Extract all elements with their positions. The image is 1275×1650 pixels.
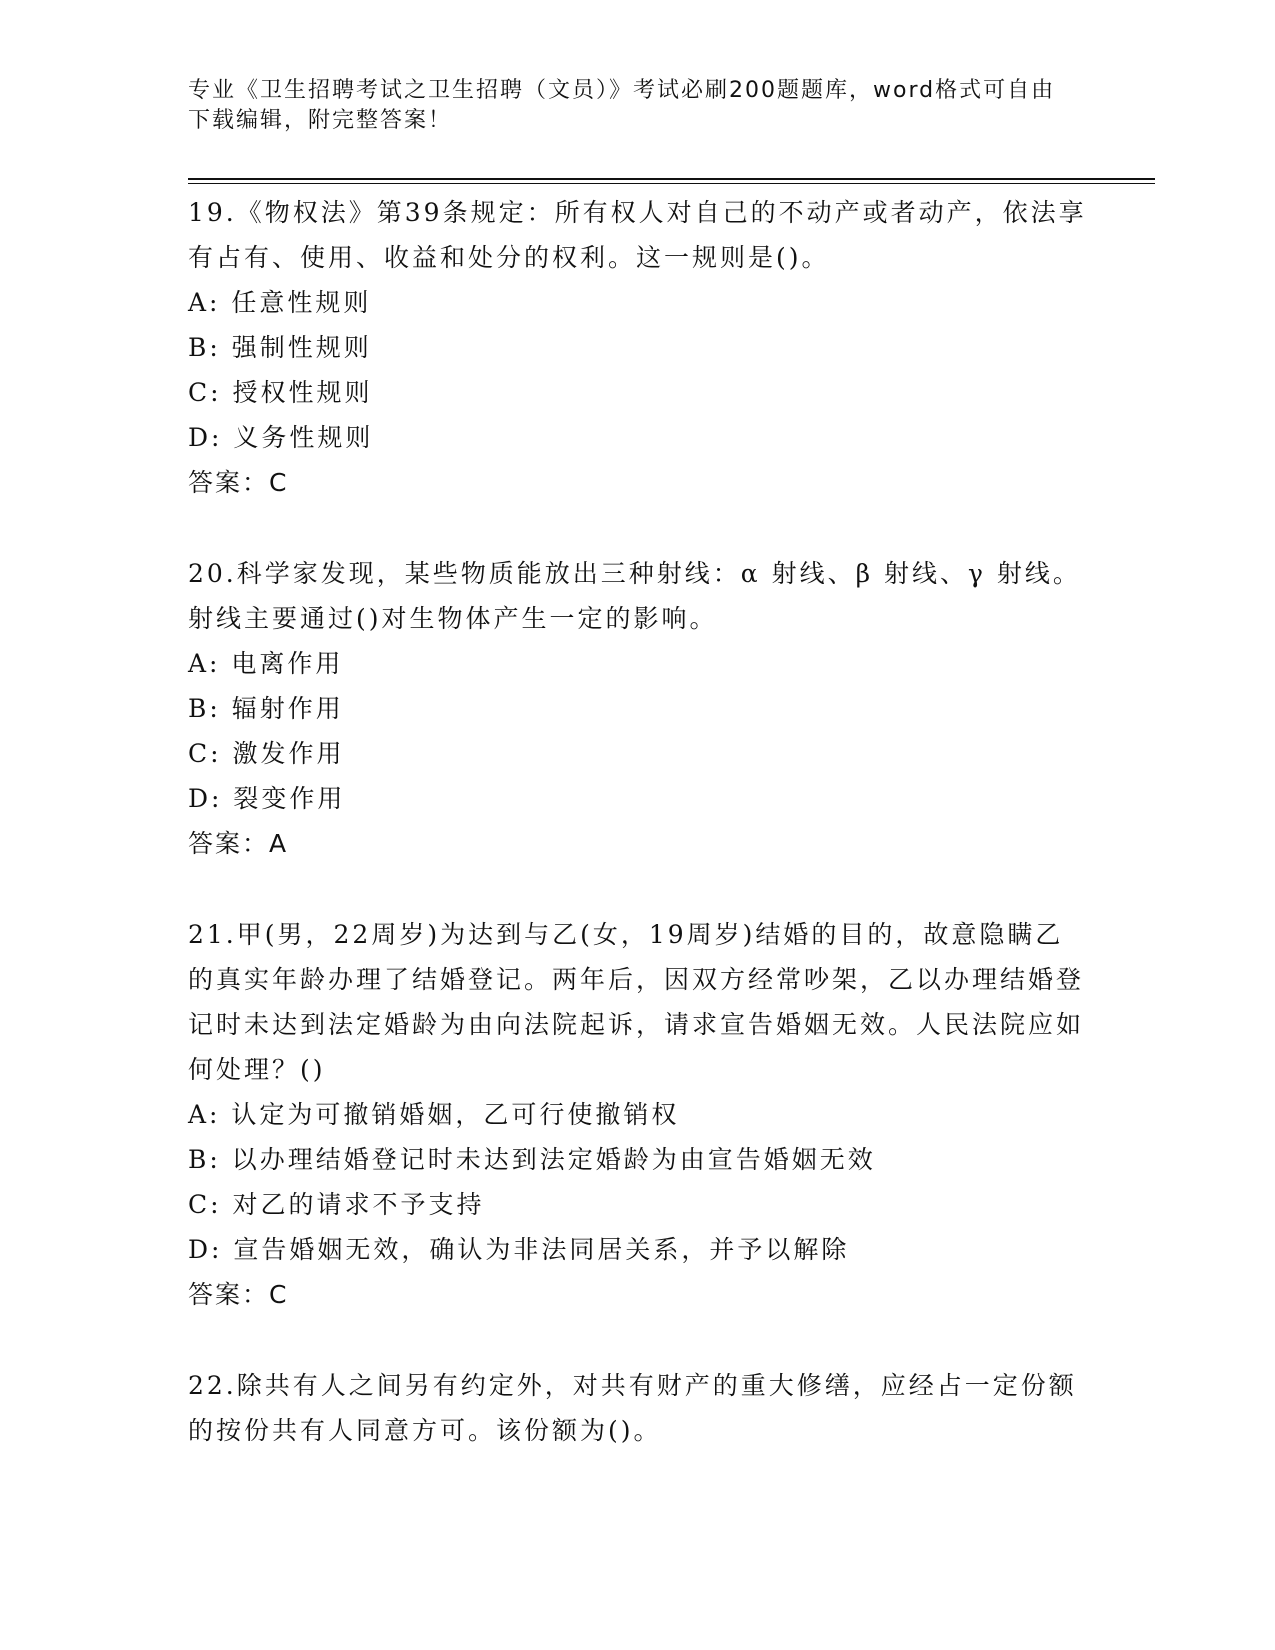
option-b: B: 以办理结婚登记时未达到法定婚龄为由宣告婚姻无效 — [188, 1145, 876, 1174]
option-a: A: 任意性规则 — [188, 288, 372, 317]
question-text: 21.甲(男，22周岁)为达到与乙(女，19周岁)结婚的目的，故意隐瞒乙的真实年龄办理了结婚登记。两年后，因双方经常吵架，乙以办理结婚登记时未达到法定婚龄为由向法院起诉，请求宣告婚姻无效。人民法院应如何处理？() — [188, 920, 1085, 1084]
option-a: A: 认定为可撤销婚姻，乙可行使撤销权 — [188, 1100, 680, 1129]
option-d: D: 宣告婚姻无效，确认为非法同居关系，并予以解除 — [188, 1235, 850, 1264]
question-text: 19.《物权法》第39条规定：所有权人对自己的不动产或者动产，依法享有占有、使用、收益和处分的权利。这一规则是()。 — [188, 198, 1087, 272]
answer-label: 答案：C — [188, 1280, 289, 1309]
header-divider-thick — [188, 178, 1155, 180]
option-c: C: 激发作用 — [188, 739, 345, 768]
document-header: 专业《卫生招聘考试之卫生招聘（文员）》考试必刷200题题库，word格式可自由下载编辑，附完整答案！ — [188, 78, 1056, 133]
question-21 — [188, 910, 1088, 1317]
question-list — [188, 188, 1088, 1497]
option-d: D: 裂变作用 — [188, 784, 346, 813]
answer-label: 答案：C — [188, 468, 289, 497]
option-c: C: 授权性规则 — [188, 378, 373, 407]
option-d: D: 义务性规则 — [188, 423, 374, 452]
option-a: A: 电离作用 — [188, 649, 344, 678]
question-text: 20.科学家发现，某些物质能放出三种射线：α 射线、β 射线、γ 射线。射线主要通过()对生物体产生一定的影响。 — [188, 559, 1081, 633]
option-b: B: 强制性规则 — [188, 333, 372, 362]
question-20 — [188, 549, 1088, 866]
option-c: C: 对乙的请求不予支持 — [188, 1190, 485, 1219]
header-divider-thin — [188, 183, 1155, 184]
answer-label: 答案：A — [188, 829, 289, 858]
option-b: B: 辐射作用 — [188, 694, 344, 723]
question-22 — [188, 1361, 1088, 1453]
question-text: 22.除共有人之间另有约定外，对共有财产的重大修缮，应经占一定份额的按份共有人同意方可。该份额为()。 — [188, 1371, 1077, 1445]
question-19 — [188, 188, 1088, 505]
